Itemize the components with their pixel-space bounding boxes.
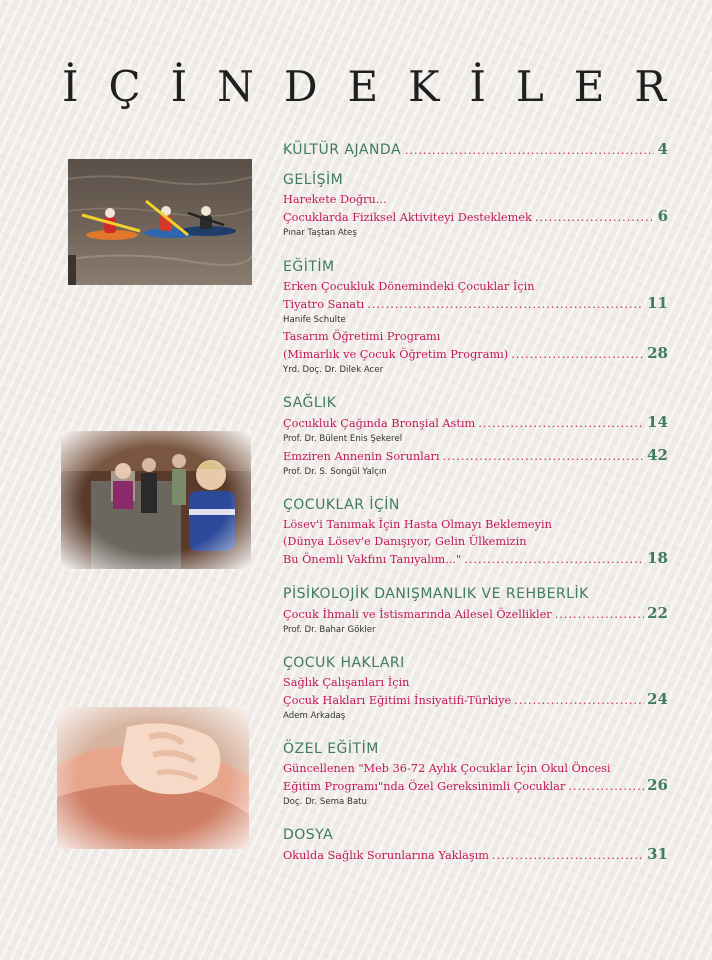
section-cocuklar-icin: [283, 496, 668, 568]
entry-title: Eğitim Programı"nda Özel Gereksinimli Çocuklar: [283, 780, 566, 793]
leader-dots: [405, 144, 654, 157]
leader-dots: [492, 847, 644, 864]
entry-author: Pınar Taştan Ateş: [283, 228, 357, 238]
entry-line: Sağlık Çalışanları İçin: [283, 676, 410, 689]
toc-entry[interactable]: [283, 846, 668, 864]
section-title: DOSYA: [283, 827, 334, 843]
section-psikoloji: [283, 585, 668, 638]
entry-author: Prof. Dr. Bülent Enis Şekerel: [283, 434, 403, 444]
entry-author: Yrd. Doç. Dr. Dilek Acer: [283, 365, 384, 375]
kayak-photo: [68, 159, 252, 285]
entry-line: Erken Çocukluk Dönemindeki Çocuklar İçin: [283, 280, 535, 293]
page-number: 22: [647, 604, 668, 622]
section-title: SAĞLIK: [283, 395, 337, 411]
leader-dots: [555, 606, 644, 623]
leader-dots: [442, 448, 644, 465]
entry-title: Çocuklarda Fiziksel Aktiviteyi Desteklemek: [283, 211, 532, 224]
page-title: [0, 62, 712, 111]
entry-title: Okulda Sağlık Sorunlarına Yaklaşım: [283, 849, 490, 862]
entry-line: Harekete Doğru...: [283, 193, 387, 206]
title-letter: E: [573, 62, 605, 111]
toc-entry[interactable]: [283, 295, 668, 313]
entry-author: Adem Arkadaş: [283, 711, 346, 721]
section-title: EĞİTİM: [283, 259, 335, 275]
page-number: 6: [657, 207, 668, 225]
toc-entry[interactable]: [283, 605, 668, 623]
entry-title: Çocukluk Çağında Bronşial Astım: [283, 417, 476, 430]
entry-title: (Mimarlık ve Çocuk Öğretim Programı): [283, 348, 509, 361]
title-letter: K: [408, 62, 440, 111]
title-letter: Ç: [108, 62, 141, 111]
entry-line: Lösev'i Tanımak İçin Hasta Olmayı Beklemeyin: [283, 518, 552, 531]
page-number: 11: [647, 294, 668, 312]
entry-title: Emziren Annenin Sorunları: [283, 450, 440, 463]
entry-title: Tiyatro Sanatı: [283, 298, 365, 311]
title-letter: İ: [170, 62, 188, 111]
hands-photo: [57, 707, 249, 849]
entry-title: Bu Önemli Vakfını Tanıyalım...": [283, 553, 462, 566]
title-letter: R: [634, 62, 666, 111]
toc-entry[interactable]: [283, 345, 668, 363]
title-letter: N: [217, 62, 254, 111]
page-number: 42: [647, 446, 668, 464]
title-letter: İ: [469, 62, 486, 111]
leader-dots: [568, 778, 644, 795]
entry-title: Çocuk Hakları Eğitimi İnsiyatifi-Türkiye: [283, 694, 512, 707]
page-number: 26: [647, 776, 668, 794]
title-letter: İ: [62, 62, 79, 111]
page-number: 18: [647, 549, 668, 567]
entry-author: Hanife Schulte: [283, 315, 346, 325]
toc-entry[interactable]: [283, 447, 668, 465]
entry-author: Prof. Dr. S. Songül Yalçın: [283, 467, 387, 477]
page-number: 24: [647, 690, 668, 708]
toc-entry[interactable]: [283, 140, 668, 159]
toc-entry[interactable]: [283, 414, 668, 432]
section-title: ÖZEL EĞİTİM: [283, 741, 379, 757]
section-saglik: [283, 394, 668, 480]
leader-dots: [478, 415, 644, 432]
entry-line: Tasarım Öğretimi Programı: [283, 330, 441, 343]
toc-entries: [283, 140, 668, 878]
page-number: 31: [647, 845, 668, 863]
title-letter: D: [283, 62, 318, 111]
page-number: 28: [647, 344, 668, 362]
section-kultur-ajanda: [283, 140, 668, 159]
section-gelisim: [283, 171, 668, 241]
entry-author: Doç. Dr. Sema Batu: [283, 797, 367, 807]
toc-entry[interactable]: [283, 777, 668, 795]
leader-dots: [367, 296, 644, 313]
entry-line: Güncellenen "Meb 36-72 Aylık Çocuklar İçin Okul Öncesi: [283, 762, 611, 775]
toc-entry[interactable]: [283, 208, 668, 226]
leader-dots: [535, 209, 655, 226]
entry-line: (Dünya Lösev'e Danışıyor, Gelin Ülkemizin: [283, 535, 527, 548]
title-letter: E: [347, 62, 379, 111]
toc-entry[interactable]: [283, 691, 668, 709]
toc-entry[interactable]: [283, 550, 668, 568]
section-egitim: [283, 258, 668, 378]
section-title: ÇOCUK HAKLARI: [283, 655, 405, 671]
section-title: GELİŞİM: [283, 172, 344, 188]
leader-dots: [511, 346, 644, 363]
page-number: 4: [657, 140, 668, 158]
entry-title: Çocuk İhmali ve İstismarında Ailesel Özellikler: [283, 608, 552, 621]
section-dosya: [283, 826, 668, 864]
section-title: ÇOCUKLAR İÇİN: [283, 497, 400, 513]
puppets-photo: [61, 431, 251, 569]
entry-author: Prof. Dr. Bahar Gökler: [283, 625, 376, 635]
section-ozel-egitim: [283, 740, 668, 810]
page-number: 14: [647, 413, 668, 431]
title-letter: L: [515, 62, 544, 111]
section-cocuk-haklari: [283, 654, 668, 724]
leader-dots: [514, 692, 644, 709]
section-title: PİSİKOLOJİK DANIŞMANLIK VE REHBERLİK: [283, 586, 589, 602]
section-title: KÜLTÜR AJANDA: [283, 142, 402, 158]
leader-dots: [464, 551, 644, 568]
